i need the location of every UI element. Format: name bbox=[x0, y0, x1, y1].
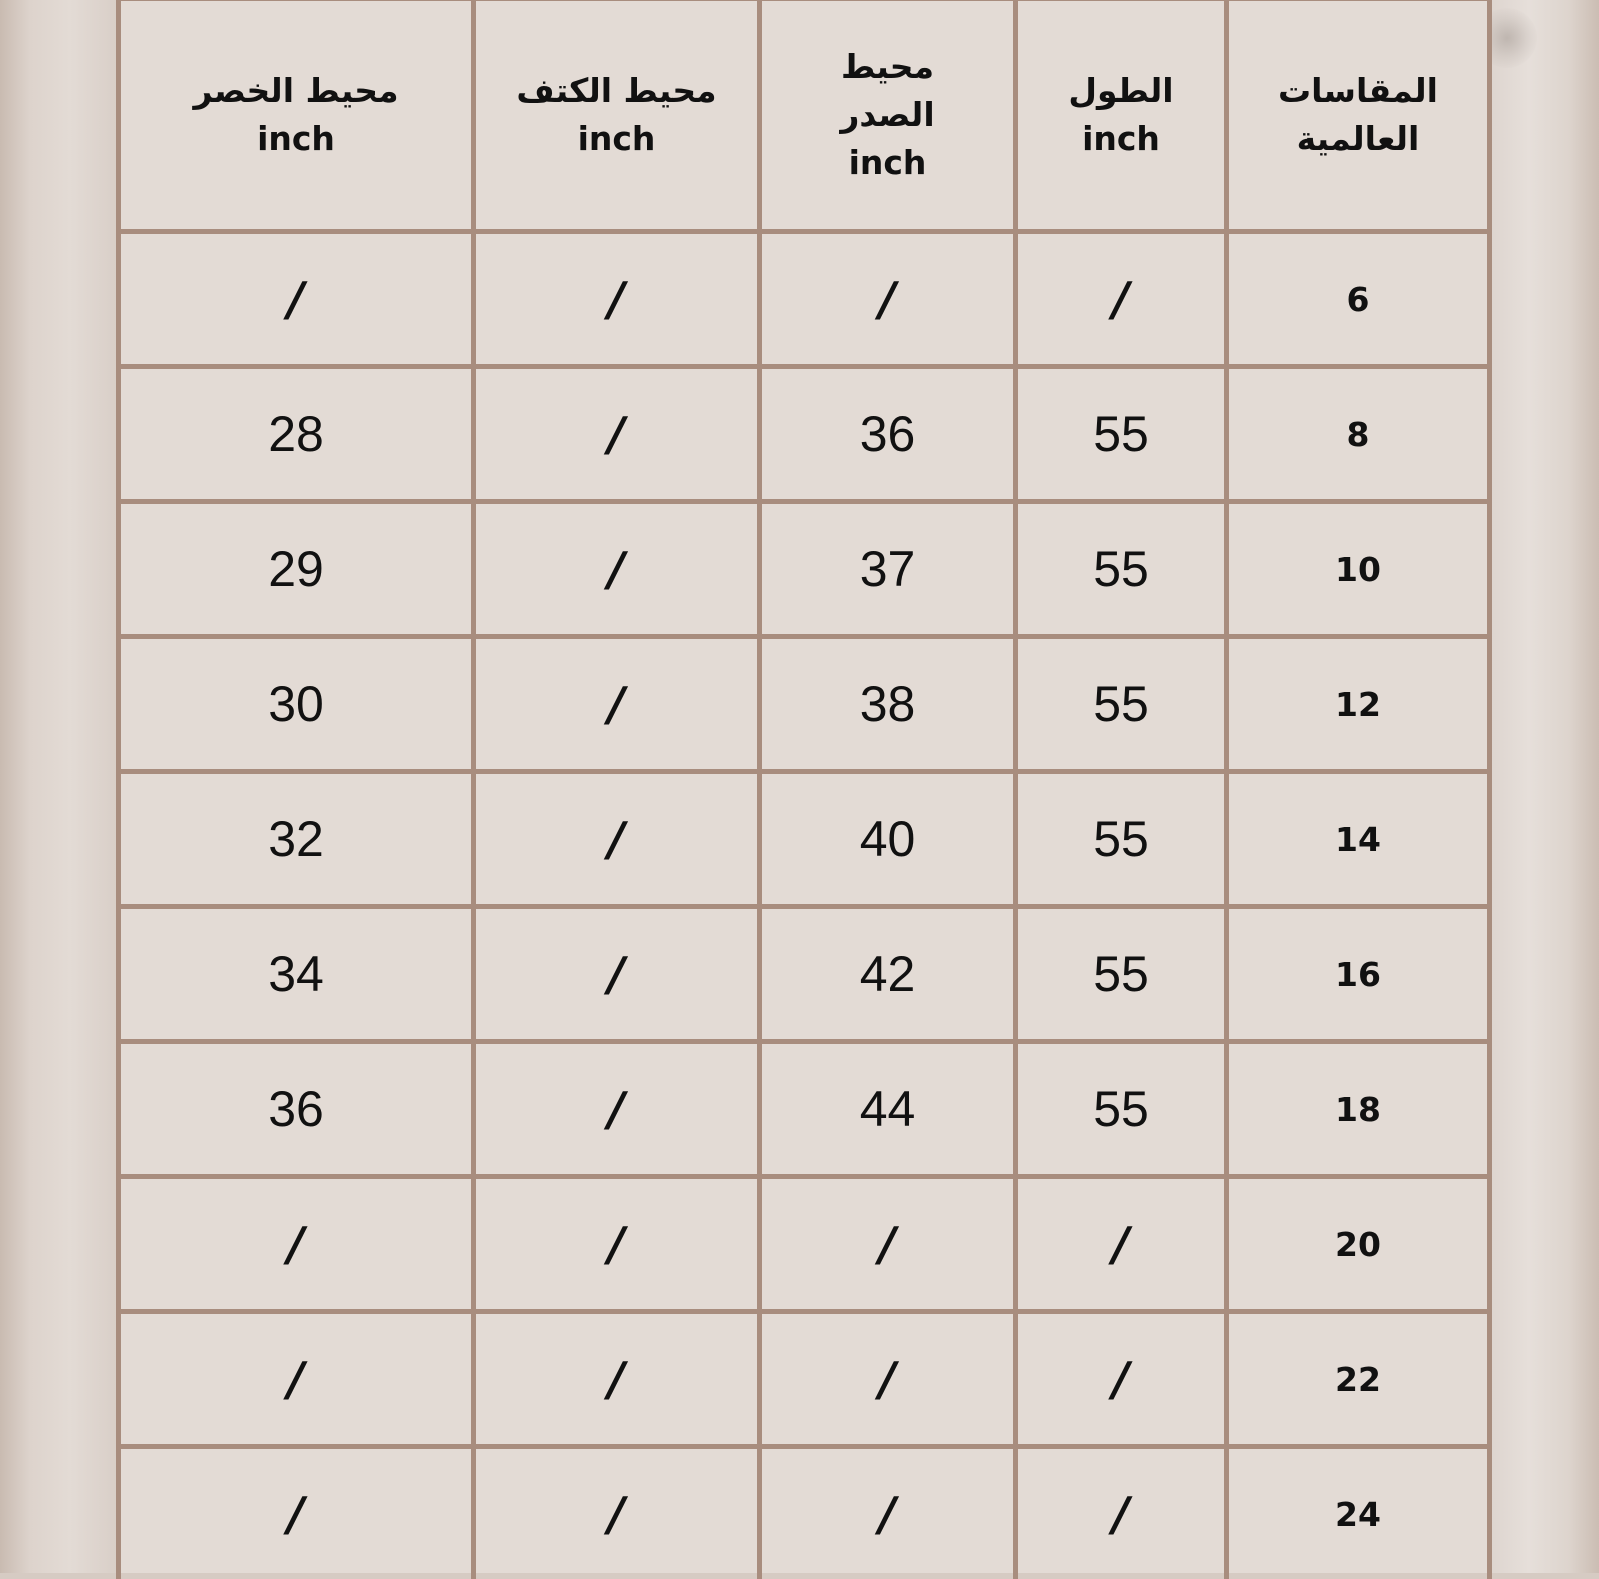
size-cell: 14 bbox=[1227, 772, 1490, 907]
size-cell: 20 bbox=[1227, 1177, 1490, 1312]
shoulder-cell: / bbox=[474, 1042, 760, 1177]
size-cell: 22 bbox=[1227, 1312, 1490, 1447]
size-cell: 10 bbox=[1227, 502, 1490, 637]
waist-cell: 29 bbox=[119, 502, 474, 637]
chest-cell: 44 bbox=[760, 1042, 1016, 1177]
waist-cell: / bbox=[119, 1177, 474, 1312]
background-left bbox=[0, 0, 116, 1573]
header-unit: inch bbox=[476, 115, 757, 163]
size-table-body bbox=[119, 232, 1490, 1579]
table-row bbox=[119, 502, 1490, 637]
header-label-line: الصدر bbox=[762, 91, 1013, 139]
header-unit: inch bbox=[1018, 115, 1224, 163]
table-row bbox=[119, 1177, 1490, 1312]
table-row bbox=[119, 907, 1490, 1042]
header-length bbox=[1016, 0, 1227, 232]
table-row bbox=[119, 1042, 1490, 1177]
size-cell: 16 bbox=[1227, 907, 1490, 1042]
header-label-line: الطول bbox=[1018, 67, 1224, 115]
waist-cell: 36 bbox=[119, 1042, 474, 1177]
shoulder-cell: / bbox=[474, 502, 760, 637]
header-unit: inch bbox=[762, 139, 1013, 187]
chest-cell: 42 bbox=[760, 907, 1016, 1042]
header-international-sizes bbox=[1227, 0, 1490, 232]
table-row bbox=[119, 1312, 1490, 1447]
shoulder-cell: / bbox=[474, 1177, 760, 1312]
header-label-line: محيط bbox=[762, 43, 1013, 91]
background-right bbox=[1487, 0, 1599, 1573]
header-label-line: المقاسات bbox=[1229, 67, 1487, 115]
length-cell: 55 bbox=[1016, 502, 1227, 637]
waist-cell: 34 bbox=[119, 907, 474, 1042]
shoulder-cell: / bbox=[474, 1447, 760, 1579]
waist-cell: 32 bbox=[119, 772, 474, 907]
length-cell: 55 bbox=[1016, 1042, 1227, 1177]
shoulder-cell: / bbox=[474, 907, 760, 1042]
length-cell: 55 bbox=[1016, 907, 1227, 1042]
shoulder-cell: / bbox=[474, 367, 760, 502]
length-cell: / bbox=[1016, 1177, 1227, 1312]
table-row bbox=[119, 637, 1490, 772]
size-cell: 18 bbox=[1227, 1042, 1490, 1177]
header-chest bbox=[760, 0, 1016, 232]
chest-cell: / bbox=[760, 1177, 1016, 1312]
chest-cell: 37 bbox=[760, 502, 1016, 637]
chest-cell: / bbox=[760, 232, 1016, 367]
chest-cell: 36 bbox=[760, 367, 1016, 502]
table-row bbox=[119, 232, 1490, 367]
table-row bbox=[119, 367, 1490, 502]
table-row bbox=[119, 1447, 1490, 1579]
size-chart-sheet bbox=[116, 0, 1487, 1573]
chest-cell: 40 bbox=[760, 772, 1016, 907]
header-label-line: محيط الكتف bbox=[476, 67, 757, 115]
header-waist bbox=[119, 0, 474, 232]
waist-cell: / bbox=[119, 1447, 474, 1579]
size-cell: 6 bbox=[1227, 232, 1490, 367]
chest-cell: / bbox=[760, 1312, 1016, 1447]
waist-cell: / bbox=[119, 1312, 474, 1447]
waist-cell: 28 bbox=[119, 367, 474, 502]
header-shoulder bbox=[474, 0, 760, 232]
header-label-line: محيط الخصر bbox=[121, 67, 471, 115]
size-cell: 24 bbox=[1227, 1447, 1490, 1579]
shoulder-cell: / bbox=[474, 232, 760, 367]
waist-cell: / bbox=[119, 232, 474, 367]
length-cell: 55 bbox=[1016, 367, 1227, 502]
size-cell: 12 bbox=[1227, 637, 1490, 772]
header-unit: inch bbox=[121, 115, 471, 163]
table-row bbox=[119, 772, 1490, 907]
length-cell: 55 bbox=[1016, 772, 1227, 907]
length-cell: / bbox=[1016, 232, 1227, 367]
header-label-line: العالمية bbox=[1229, 115, 1487, 163]
shoulder-cell: / bbox=[474, 772, 760, 907]
length-cell: 55 bbox=[1016, 637, 1227, 772]
length-cell: / bbox=[1016, 1312, 1227, 1447]
size-cell: 8 bbox=[1227, 367, 1490, 502]
shoulder-cell: / bbox=[474, 1312, 760, 1447]
waist-cell: 30 bbox=[119, 637, 474, 772]
header-row bbox=[119, 0, 1490, 232]
size-chart-table bbox=[116, 0, 1492, 1579]
chest-cell: / bbox=[760, 1447, 1016, 1579]
shoulder-cell: / bbox=[474, 637, 760, 772]
length-cell: / bbox=[1016, 1447, 1227, 1579]
chest-cell: 38 bbox=[760, 637, 1016, 772]
